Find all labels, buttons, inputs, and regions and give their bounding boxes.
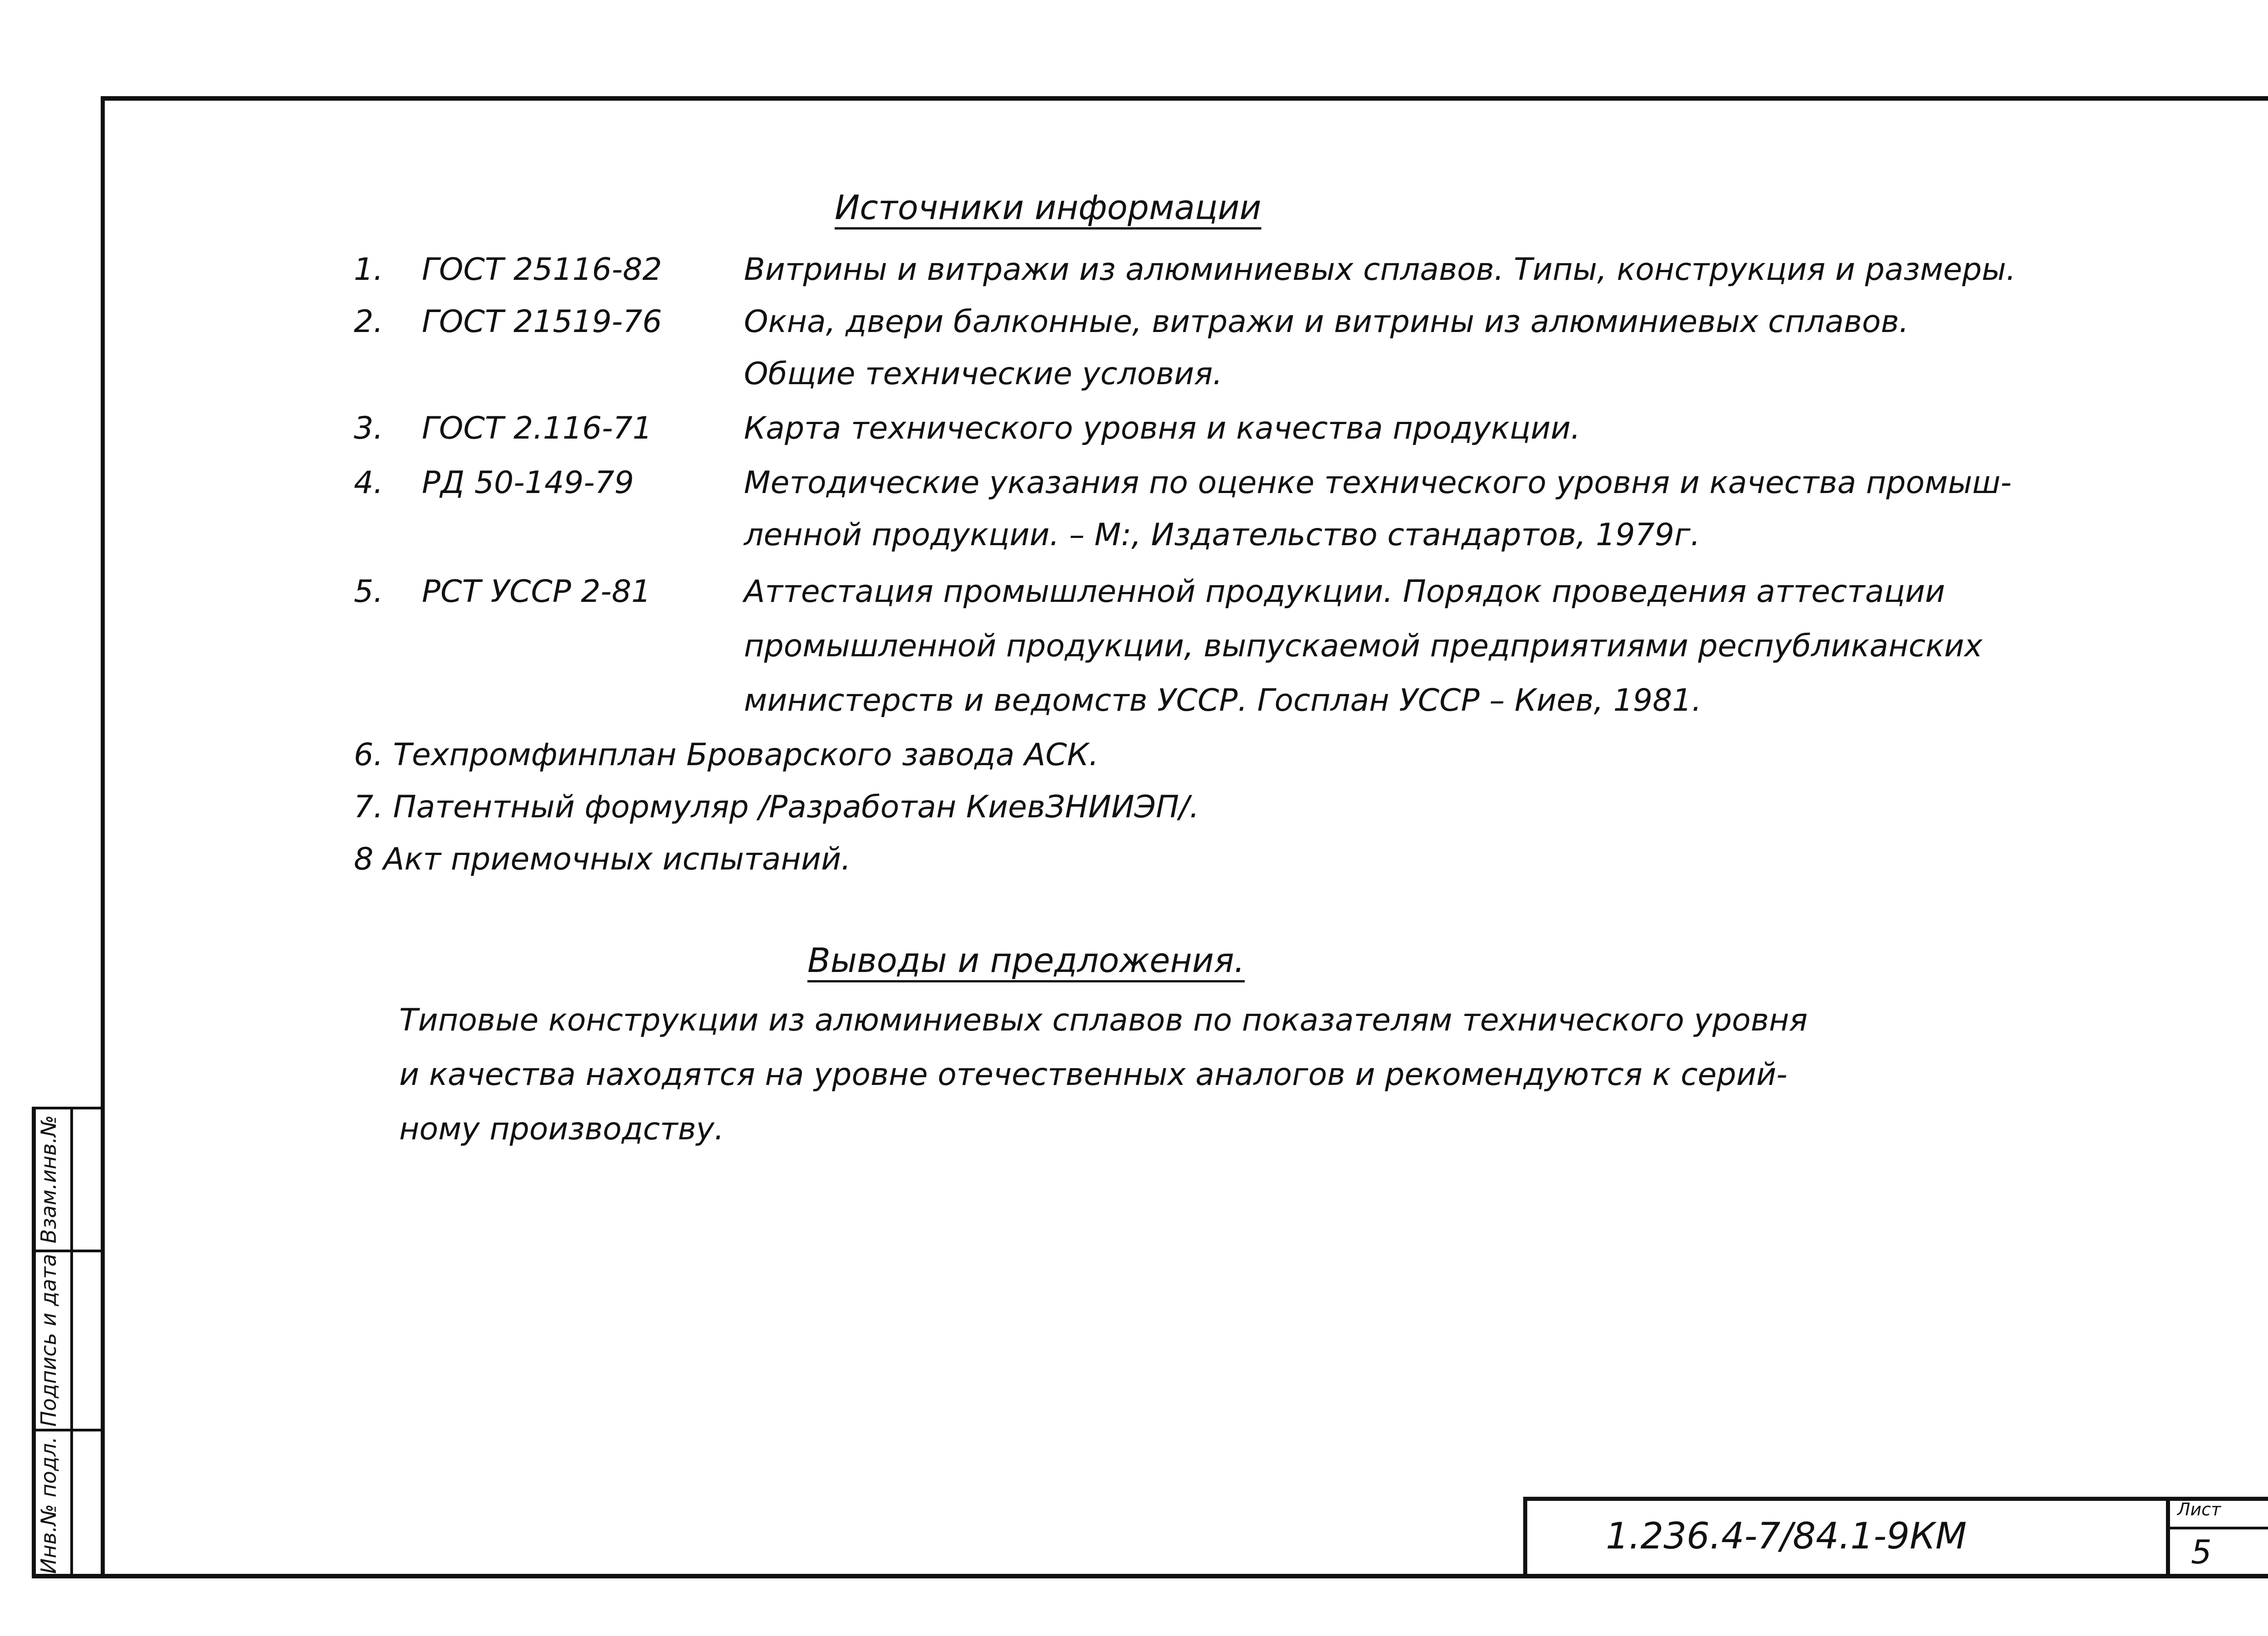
- title-block-divider: [2170, 1527, 2268, 1529]
- conclusion-line: Типовые конструкции из алюминиевых сплавов по показателям технического уровня: [399, 1002, 1808, 1038]
- side-stamp-orig-label: Инв.№ подл.: [36, 1436, 61, 1574]
- item-standard-code: ГОСТ 25116-82: [422, 252, 662, 288]
- conclusion-line: ному производству.: [399, 1111, 724, 1147]
- side-stamp-sign-label: Подпись и дата: [36, 1254, 61, 1427]
- list-item: [0, 465, 2268, 519]
- item-title: Карта технического уровня и качества продукции.: [744, 410, 1581, 446]
- list-item: [0, 410, 2268, 465]
- side-stamp-inv-label: Взам.инв.№: [36, 1115, 61, 1244]
- item-title-continuation: промышленной продукции, выпускаемой предприятиями республиканских: [744, 628, 1983, 664]
- item-number: 4.: [354, 465, 383, 501]
- item-title-continuation: ленной продукции. – М:, Издательство стандартов, 1979г.: [744, 517, 1701, 553]
- conclusions-heading: Выводы и предложения.: [807, 941, 1245, 980]
- list-item: [0, 304, 2268, 358]
- title-block-divider: [2166, 1497, 2170, 1578]
- list-item: [0, 252, 2268, 306]
- item-title: Аттестация промышленной продукции. Порядок проведения аттестации: [744, 574, 1945, 610]
- item-number: 2.: [354, 304, 383, 340]
- list-item: 6. Техпромфинплан Броварского завода АСК.: [354, 737, 1099, 773]
- list-item: [0, 574, 2268, 628]
- item-number: 1.: [354, 252, 383, 288]
- item-number: 3.: [354, 410, 383, 446]
- item-standard-code: РД 50-149-79: [422, 465, 634, 501]
- item-standard-code: ГОСТ 21519-76: [422, 304, 662, 340]
- list-item: 7. Патентный формуляр /Разработан КиевЗНИИЭП/.: [354, 789, 1199, 825]
- item-title-continuation: Общие технические условия.: [744, 356, 1223, 392]
- item-standard-code: РСТ УССР 2-81: [422, 574, 651, 610]
- item-title: Методические указания по оценке технического уровня и качества промыш-: [744, 465, 2012, 501]
- list-item: 8 Акт приемочных испытаний.: [354, 841, 851, 877]
- document-code: 1.236.4-7/84.1-9КМ: [1606, 1515, 1967, 1557]
- frame-top-border: [101, 96, 2268, 101]
- sheet-label: Лист: [2177, 1499, 2221, 1519]
- item-number: 5.: [354, 574, 383, 610]
- conclusion-line: и качества находятся на уровне отечественных аналогов и рекомендуются к серий-: [399, 1057, 1788, 1093]
- sources-heading: Источники информации: [835, 188, 1261, 227]
- side-stamp-line: [70, 1107, 73, 1578]
- sheet-number: 5: [2191, 1533, 2212, 1571]
- item-standard-code: ГОСТ 2.116-71: [422, 410, 652, 446]
- item-title-continuation: министерств и ведомств УССР. Госплан УССР – Киев, 1981.: [744, 683, 1702, 718]
- side-stamp-line: [32, 1107, 36, 1578]
- item-title: Окна, двери балконные, витражи и витрины из алюминиевых сплавов.: [744, 304, 1909, 340]
- item-title: Витрины и витражи из алюминиевых сплавов. Типы, конструкция и размеры.: [744, 252, 2016, 288]
- side-stamp-line: [32, 1107, 105, 1109]
